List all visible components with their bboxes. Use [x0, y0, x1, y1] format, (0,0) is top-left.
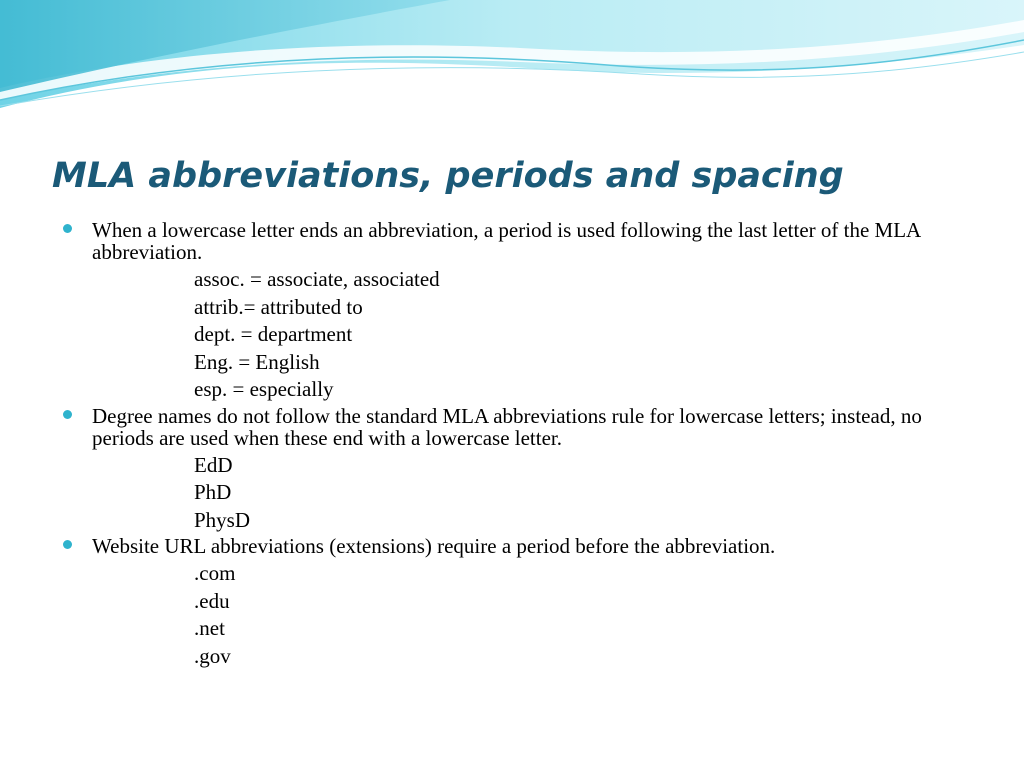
sub-list-item: assoc. = associate, associated [194, 267, 440, 291]
sub-list-item: .edu [194, 588, 230, 613]
bullet-text: Degree names do not follow the standard MLA abbreviations rule for lowercase letters; instead, no periods are used when these end with a lowercase letter. [92, 403, 922, 450]
sub-list-item: attrib.= attributed to [194, 294, 363, 319]
sub-list [92, 560, 972, 670]
sub-list-item: PhD [194, 480, 232, 504]
sub-list-item: .com [194, 561, 236, 585]
sub-list-item: PhysD [194, 507, 251, 532]
bullet-item [62, 404, 972, 535]
bullet-text: When a lowercase letter ends an abbreviation, a period is used following the last letter of the MLA abbreviation. [92, 218, 921, 264]
slide-content [62, 218, 972, 670]
sub-list-item: .gov [194, 643, 231, 668]
sub-list-item: Eng. = English [194, 349, 320, 374]
sub-list [92, 266, 972, 404]
bullet-item [62, 218, 972, 404]
wave-header-decoration [0, 0, 1024, 120]
slide-title: MLA abbreviations, periods and spacing [52, 156, 844, 196]
bullet-text: Website URL abbreviations (extensions) require a period before the abbreviation. [92, 534, 776, 558]
bullet-dot-icon [63, 540, 72, 549]
bullet-item [62, 534, 972, 670]
sub-list-item: dept. = department [194, 322, 353, 346]
bullet-dot-icon [63, 410, 72, 419]
sub-list-item: .net [194, 616, 225, 640]
bullet-dot-icon [63, 224, 72, 233]
sub-list [92, 452, 972, 535]
sub-list-item: esp. = especially [194, 377, 334, 401]
sub-list-item: EdD [194, 452, 233, 477]
